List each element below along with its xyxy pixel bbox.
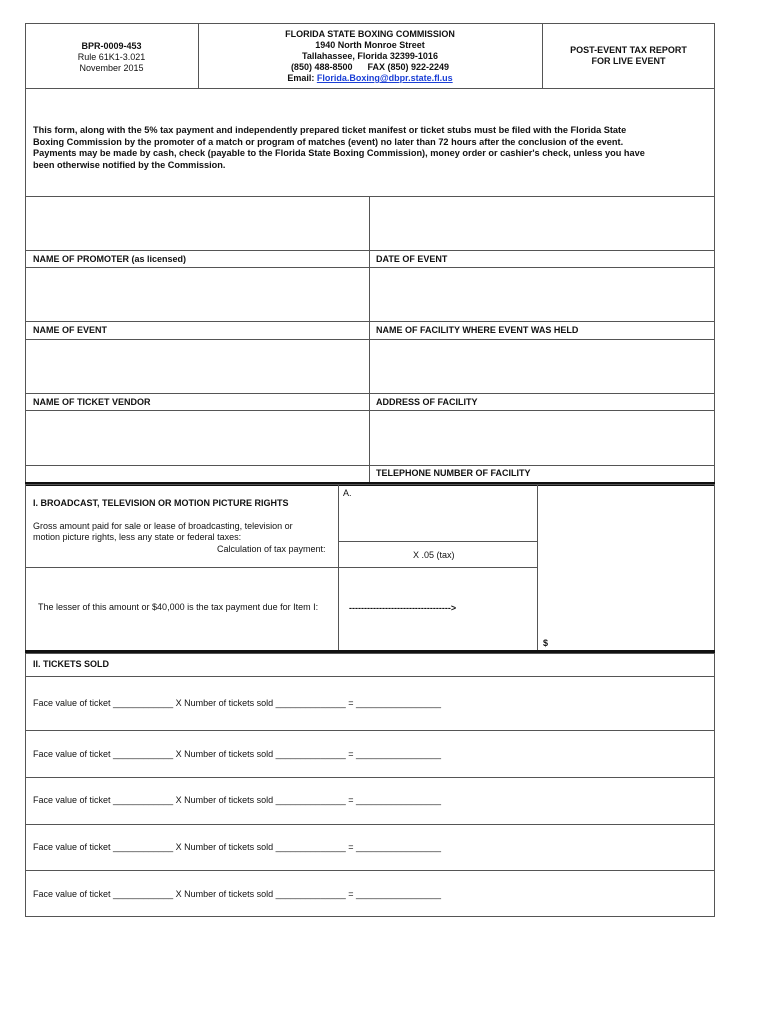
rule-number: Rule 61K1-3.021 [77,52,146,62]
ticket-rule-1 [25,730,715,731]
info-rule-1 [25,250,715,251]
promoter-input[interactable] [26,197,368,250]
section1-arrow: ----------------------------------> [349,603,457,613]
ticket-rule-2 [25,777,715,778]
info-rule-5 [25,393,715,394]
event-date-input[interactable] [370,197,714,250]
section1-rule-b [25,567,537,568]
tax-payment-input[interactable] [550,630,714,652]
event-date-label: DATE OF EVENT [376,254,448,264]
gross-line2: motion picture rights, less any state or federal taxes: [33,532,242,542]
section2-title: II. TICKETS SOLD [33,659,110,669]
ticket-row-3[interactable]: Face value of ticket ____________ X Number of tickets sold ______________ = _________________ [33,795,442,805]
event-name-label: NAME OF EVENT [33,325,108,335]
extra-info-input[interactable] [26,411,368,465]
agency-address1: 1940 North Monroe Street [315,40,425,50]
facility-address-label: ADDRESS OF FACILITY [376,397,478,407]
form-title-line1: POST-EVENT TAX REPORT [570,45,687,55]
agency-address2: Tallahassee, Florida 32399-1016 [302,51,438,61]
email-label: Email: [287,73,315,83]
ticket-row-5[interactable]: Face value of ticket ____________ X Number of tickets sold ______________ = _________________ [33,889,442,899]
gross-amount-input[interactable] [339,499,536,540]
agency-name: FLORIDA STATE BOXING COMMISSION [285,29,455,39]
facility-address-input[interactable] [370,340,714,393]
facility-name-label: NAME OF FACILITY WHERE EVENT WAS HELD [376,325,579,335]
form-title-line2: FOR LIVE EVENT [591,56,666,66]
agency-phone-fax: (850) 488-8500 FAX (850) 922-2249 [290,62,450,72]
promoter-label: NAME OF PROMOTER (as licensed) [33,254,187,264]
instructions-line4: been otherwise notified by the Commission. [33,159,226,170]
ticket-row-4[interactable]: Face value of ticket ____________ X Number of tickets sold ______________ = _________________ [33,842,442,852]
dollar-sign: $ [543,638,549,648]
ticket-rule-4 [25,870,715,871]
ticket-row-1[interactable]: Face value of ticket ____________ X Number of tickets sold ______________ = _________________ [33,698,442,708]
ticket-vendor-label: NAME OF TICKET VENDOR [33,397,151,407]
event-name-input[interactable] [26,268,368,321]
info-rule-3 [25,321,715,322]
section2-title-rule [25,676,715,677]
section1-rule-a [338,541,537,542]
facility-name-input[interactable] [370,268,714,321]
instructions-line1: This form, along with the 5% tax payment and independently prepared ticket manifest or ticket stubs must be filed with the Florida State [33,125,627,135]
form-number: BPR-0009-453 [81,41,142,51]
instructions-line2: Boxing Commission by the promoter of a match or program of matches (event) no later than 72 hours after the conclusion of the event. [33,136,624,147]
facility-phone-label: TELEPHONE NUMBER OF FACILITY [376,468,531,478]
form-date: November 2015 [79,63,144,73]
facility-phone-input[interactable] [370,411,714,465]
agency-email-line [198,73,542,84]
lesser-text: The lesser of this amount or $40,000 is the tax payment due for Item I: [38,602,319,612]
email-link[interactable]: Florida.Boxing@dbpr.state.fl.us [316,73,453,83]
instructions-text [33,125,708,171]
section1-label-a: A. [343,488,352,498]
calc-label: Calculation of tax payment: [217,544,326,554]
info-rule-7 [25,465,715,466]
instructions-line3: Payments may be made by cash, check (payable to the Florida State Boxing Commission), money order or cashier's check, unless you have [33,148,645,158]
tax-rate: X .05 (tax) [413,550,455,560]
gross-line1: Gross amount paid for sale or lease of broadcasting, television or [33,521,293,531]
section2-box [25,653,715,917]
section1-divider-right [537,484,538,654]
ticket-rule-3 [25,824,715,825]
ticket-vendor-input[interactable] [26,340,368,393]
section1-title: I. BROADCAST, TELEVISION OR MOTION PICTURE RIGHTS [33,498,289,508]
ticket-row-2[interactable]: Face value of ticket ____________ X Number of tickets sold ______________ = _________________ [33,749,442,759]
